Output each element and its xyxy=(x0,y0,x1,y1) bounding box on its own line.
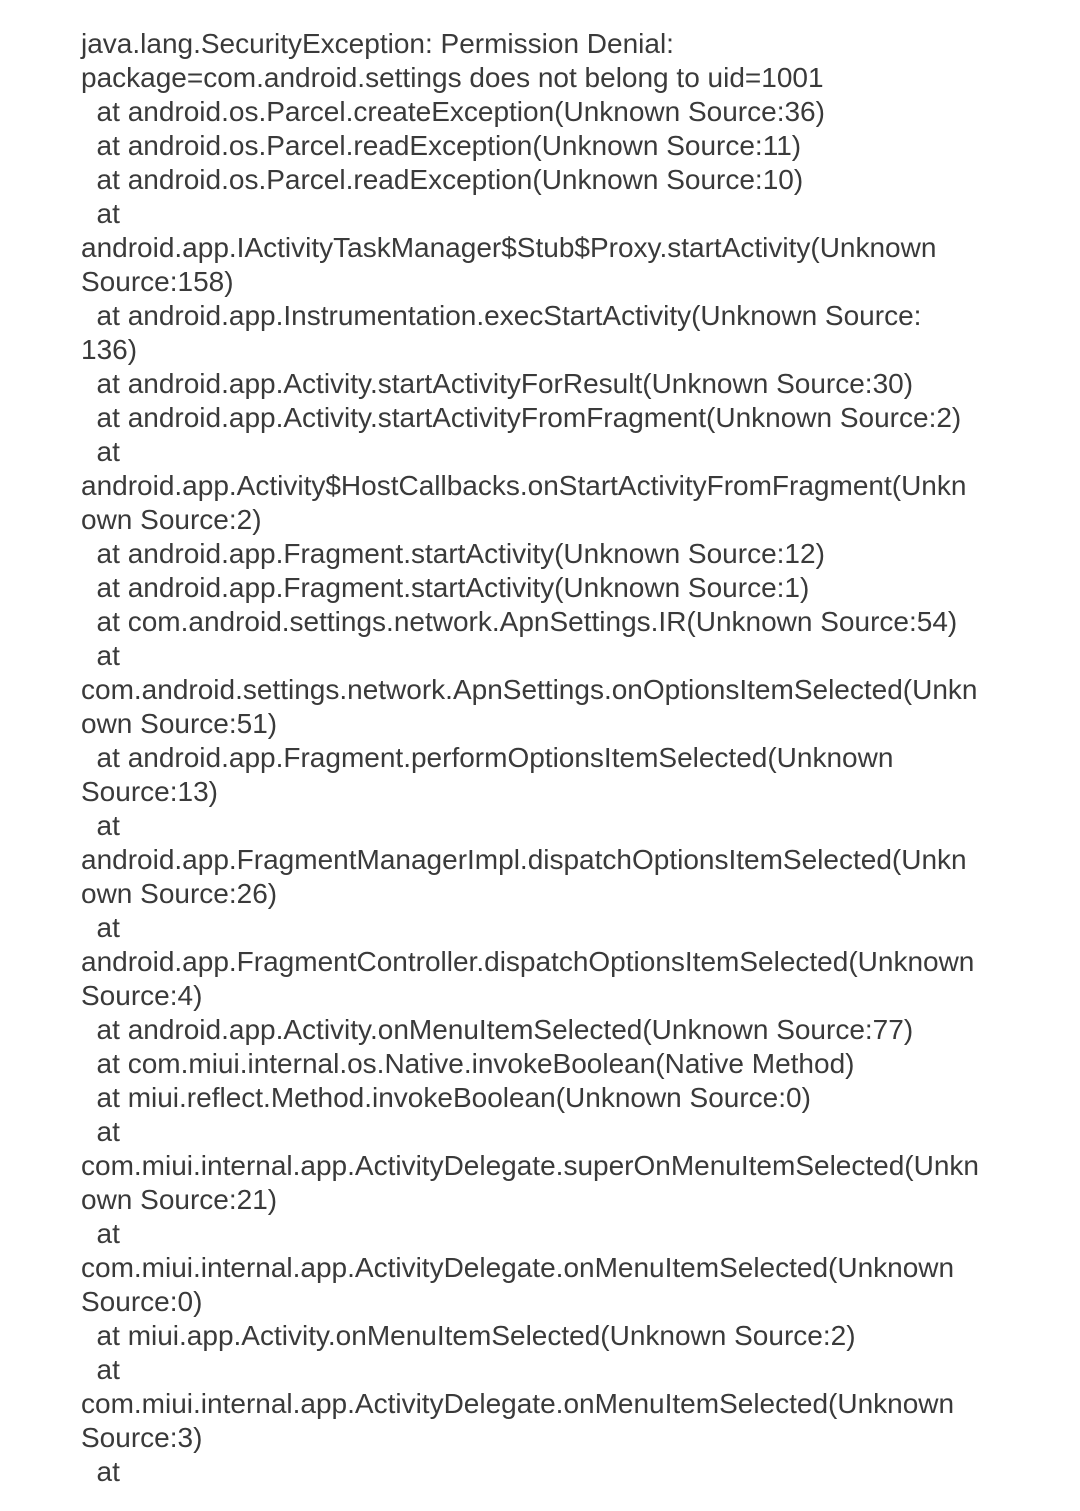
stack-trace-line: at android.app.Fragment.startActivity(Unknown Source:1) xyxy=(81,572,810,603)
stack-trace-line: at android.os.Parcel.readException(Unknown Source:10) xyxy=(81,164,804,195)
stack-trace-line: com.miui.internal.app.ActivityDelegate.onMenuItemSelected(Unknown xyxy=(81,1388,955,1419)
stack-trace-line: Source:13) xyxy=(81,776,218,807)
stack-trace-line: Source:158) xyxy=(81,266,234,297)
stack-trace-line: com.miui.internal.app.ActivityDelegate.superOnMenuItemSelected(Unkn xyxy=(81,1150,979,1181)
stack-trace-line: android.app.FragmentManagerImpl.dispatchOptionsItemSelected(Unkn xyxy=(81,844,967,875)
stack-trace-line: at android.app.Activity.startActivityFromFragment(Unknown Source:2) xyxy=(81,402,962,433)
stack-trace-line: at xyxy=(81,1354,120,1385)
stack-trace-line: at android.app.Instrumentation.execStartActivity(Unknown Source: xyxy=(81,300,922,331)
stack-trace-line: at android.app.Activity.startActivityForResult(Unknown Source:30) xyxy=(81,368,914,399)
stack-trace-line: at xyxy=(81,1456,120,1487)
stack-trace-line: own Source:26) xyxy=(81,878,278,909)
stack-trace-line: at xyxy=(81,1218,120,1249)
stack-trace-line: package=com.android.settings does not belong to uid=1001 xyxy=(81,62,824,93)
stack-trace-line: own Source:2) xyxy=(81,504,262,535)
stack-trace-line: Source:3) xyxy=(81,1422,203,1453)
stack-trace-line: com.android.settings.network.ApnSettings.onOptionsItemSelected(Unkn xyxy=(81,674,978,705)
stack-trace-line: android.app.IActivityTaskManager$Stub$Proxy.startActivity(Unknown xyxy=(81,232,937,263)
stack-trace-line: at android.app.Activity.onMenuItemSelected(Unknown Source:77) xyxy=(81,1014,914,1045)
stack-trace-line: own Source:51) xyxy=(81,708,278,739)
stack-trace-line: at android.app.Fragment.performOptionsItemSelected(Unknown xyxy=(81,742,894,773)
stack-trace-line: android.app.FragmentController.dispatchOptionsItemSelected(Unknown xyxy=(81,946,975,977)
stack-trace-line: Source:4) xyxy=(81,980,203,1011)
stack-trace-line: own Source:21) xyxy=(81,1184,278,1215)
stack-trace-line: android.app.Activity$HostCallbacks.onStartActivityFromFragment(Unkn xyxy=(81,470,967,501)
stack-trace-line: at xyxy=(81,436,120,467)
stack-trace-line: com.miui.internal.app.ActivityDelegate.onMenuItemSelected(Unknown xyxy=(81,1252,955,1283)
stack-trace-line: at com.android.settings.network.ApnSettings.IR(Unknown Source:54) xyxy=(81,606,958,637)
stack-trace-line: at xyxy=(81,640,120,671)
stack-trace-line: at android.app.Fragment.startActivity(Unknown Source:12) xyxy=(81,538,825,569)
exception-header-line: java.lang.SecurityException: Permission Denial: xyxy=(81,28,674,59)
stack-trace-line: at xyxy=(81,1116,120,1147)
stack-trace-line: at miui.reflect.Method.invokeBoolean(Unknown Source:0) xyxy=(81,1082,811,1113)
stack-trace-line: at com.miui.internal.os.Native.invokeBoolean(Native Method) xyxy=(81,1048,855,1079)
stack-trace-line: at xyxy=(81,810,120,841)
stack-trace-line: at android.os.Parcel.createException(Unknown Source:36) xyxy=(81,96,825,127)
stack-trace-line: at xyxy=(81,912,120,943)
stack-trace-line: Source:0) xyxy=(81,1286,203,1317)
stack-trace-text xyxy=(81,27,1041,1489)
stack-trace-line: at miui.app.Activity.onMenuItemSelected(Unknown Source:2) xyxy=(81,1320,856,1351)
stack-trace-line: 136) xyxy=(81,334,138,365)
stack-trace-line: at xyxy=(81,198,120,229)
stack-trace-line: at android.os.Parcel.readException(Unknown Source:11) xyxy=(81,130,802,161)
